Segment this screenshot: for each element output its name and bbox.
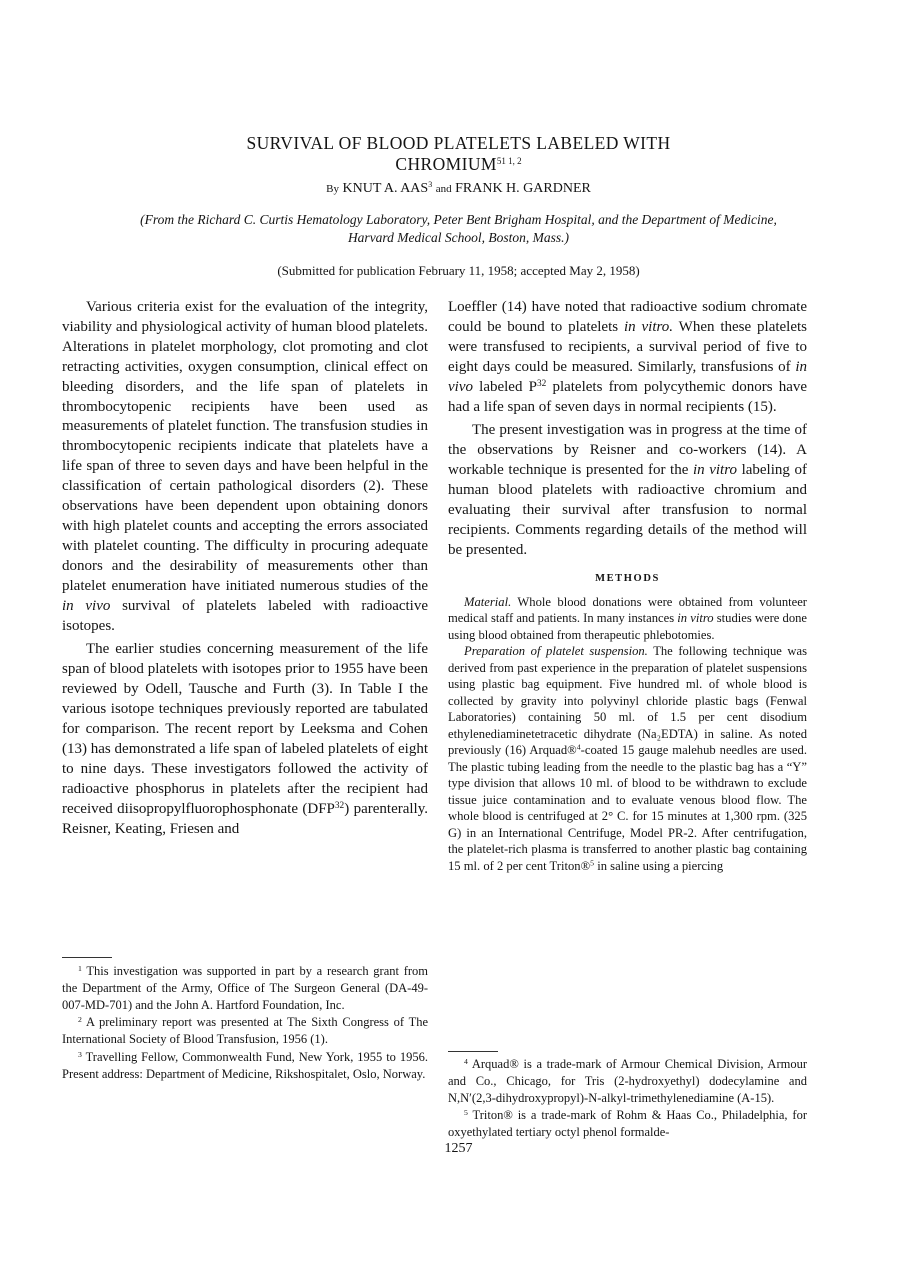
title-line-2 bbox=[150, 154, 767, 175]
left-footnotes bbox=[62, 963, 428, 1084]
right-p1-c: labeled P bbox=[479, 378, 537, 395]
footnote-5-mark: 5 bbox=[464, 1108, 468, 1118]
right-p1-a: Loeffler (14) have noted that radioactive sodium chromate could be bound to platelets bbox=[448, 299, 807, 335]
submission-dates: (Submitted for publication February 11, 1958; accepted May 2, 1958) bbox=[277, 263, 640, 278]
right-p2-a: The present investigation was in progress at the time of the observations by Reisner and co-workers (14). A workable technique is presented for the bbox=[448, 422, 807, 479]
footnote-2 bbox=[62, 1014, 428, 1048]
preparation-label: Preparation of platelet suspension. bbox=[464, 644, 648, 659]
left-paragraph-1 bbox=[62, 298, 428, 636]
right-column bbox=[448, 298, 807, 874]
material-text-b: studies were done using blood obtained from therapeutic phlebotomies. bbox=[448, 611, 808, 642]
right-footnotes bbox=[448, 1056, 807, 1142]
right-p1-d: platelets from polycythemic donors have had a life span of seven days in normal recipients (15). bbox=[448, 378, 808, 415]
affiliation: (From the Richard C. Curtis Hematology Laboratory, Peter Bent Brigham Hospital, and the Department of Medicine, Harvard Medical School, Boston, Mass.) bbox=[140, 212, 777, 245]
footnote-3 bbox=[62, 1049, 428, 1083]
author-1-footnote-mark: 3 bbox=[428, 180, 433, 189]
right-paragraph-2 bbox=[448, 421, 807, 560]
footnote-2-text: A preliminary report was presented at The Sixth Congress of The International Society of Blood Transfusion, 1956 (1). bbox=[62, 1015, 428, 1047]
right-p2-italic: in vitro bbox=[692, 462, 737, 479]
title-superscript: 51 1, 2 bbox=[496, 156, 522, 166]
footnote-5-text: Triton® is a trade-mark of Rohm & Haas Co., Philadelphia, for oxyethylated tertiary octyl phenol formalde- bbox=[448, 1108, 807, 1140]
footnote-4 bbox=[448, 1056, 807, 1106]
footnote-4-mark: 4 bbox=[464, 1056, 468, 1066]
footnote-1-text: This investigation was supported in part by a research grant from the Department of the Army, Office of The Surgeon General (DA-49-007-MD-701) and the John A. Hartford Foundation, Inc. bbox=[62, 964, 429, 1012]
footnote-4-text: Arquad® is a trade-mark of Armour Chemical Division, Armour and Co., Chicago, for Tris (2-hydroxyethyl) dodecylamine and N,N′(2,3-dihydroxypropyl)-N-alkyl-trimethylenediamine (A-15). bbox=[448, 1057, 808, 1105]
left-p2-superscript: 32 bbox=[334, 800, 345, 811]
page-number: 1257 bbox=[444, 1141, 473, 1156]
left-paragraph-2 bbox=[62, 640, 428, 839]
right-footnote-rule bbox=[448, 1051, 498, 1052]
preparation-text-b: -coated 15 gauge malehub needles are used. The plastic tubing leading from the needle to the plastic bag has a “Y” type division that allows 10 ml. of blood to be withdrawn to exclude tissue juice contamination and to evaluate venous blood flow. The whole blood is centrifuged at 2° C. for 15 minutes at 1,300 rpm. (325 G) in an International Centrifuge, Model PR-2. After centrifugation, the platelet-rich plasma is transferred to another plastic bag containing 15 ml. of 2 per cent Triton® bbox=[448, 743, 807, 873]
right-p1-italic-1: in vitro. bbox=[623, 318, 674, 335]
material-italic: in vitro bbox=[677, 611, 714, 626]
methods-heading: METHODS bbox=[595, 572, 660, 584]
and-word: and bbox=[435, 183, 452, 195]
material-text-a: Whole blood donations were obtained from volunteer medical staff and patients. In many instances bbox=[448, 594, 807, 626]
preparation-paragraph bbox=[448, 643, 807, 874]
right-paragraph-1 bbox=[448, 298, 807, 417]
material-paragraph bbox=[448, 594, 807, 644]
preparation-text-c: in saline using a piercing bbox=[597, 858, 724, 873]
title-line-2-text: CHROMIUM bbox=[395, 154, 497, 174]
right-p1-superscript: 32 bbox=[536, 378, 547, 389]
preparation-superscript-2: 5 bbox=[590, 858, 595, 868]
author-2: FRANK H. GARDNER bbox=[455, 181, 591, 196]
footnote-1 bbox=[62, 963, 428, 1013]
right-p2-b: labeling of human blood platelets with radioactive chromium and evaluating their survival after transfusion to normal recipients. Comments regarding details of the method will be presented. bbox=[448, 462, 807, 558]
preparation-text-a: The following technique was derived from past experience in the preparation of platelet suspensions using plastic bag equipment. Five hundred ml. of whole blood is collected by gravity into polyvinyl chloride plastic bags (Fenwal Laboratories) containing 50 ml. of 1.5 per cent disodium ethylenediaminetetracetic dihydrate (Na₂EDTA) in saline. As noted previously (16) Arquad® bbox=[448, 644, 808, 758]
title-line-1: SURVIVAL OF BLOOD PLATELETS LABELED WITH bbox=[246, 133, 671, 153]
left-p1-italic: in vivo bbox=[62, 597, 111, 614]
left-p1-end: survival of platelets labeled with radioactive isotopes. bbox=[62, 597, 429, 634]
footnote-2-mark: 2 bbox=[78, 1015, 82, 1025]
left-column bbox=[62, 298, 428, 843]
right-p1-italic-2: in vivo bbox=[448, 358, 808, 395]
preparation-superscript-1: 4 bbox=[576, 743, 581, 752]
left-p2-text: The earlier studies concerning measurement of the life span of blood platelets with isotopes prior to 1955 have been reviewed by Odell, Tausche and Furth (3). In Table I the various isotope techniques previously reported are tabulated for comparison. The recent report by Leeksma and Cohen (13) has demonstrated a life span of labeled platelets of eight to nine days. These investigators followed the activity of radioactive phosphorus in platelets after the recipient had received diisopropylfluorophosphonate (DFP bbox=[62, 641, 428, 817]
left-p2-end: ) parenterally. Reisner, Keating, Friesen and bbox=[62, 800, 428, 837]
author-1: KNUT A. AAS bbox=[342, 181, 429, 196]
left-p1-text: Various criteria exist for the evaluation of the integrity, viability and physiological activity of human blood platelets. Alterations in platelet morphology, clot promoting and clot retracting activities, oxygen consumption, clinical effect on bleeding disorders, and the life span of platelets in thrombocytopenic recipients have been used as measurements of platelet function. The transfusion studies in thrombocytopenic recipients indicate that platelets have a life span of three to seven days and have been helpful in the classification of certain pathological disorders (2). These observations have been dependent upon obtaining donors with high platelet counts and accepting the errors associated with platelet counting. The difficulty in procuring adequate donors and the desirability of measurements other than platelet enumeration have initiated numerous studies of the bbox=[62, 299, 428, 594]
left-footnote-rule bbox=[62, 957, 112, 958]
right-p1-b: When these platelets were transfused to recipients, a survival period of five to eight days could be measured. Similarly, transfusions of bbox=[448, 318, 808, 375]
author-line bbox=[150, 180, 767, 198]
footnote-3-text: Travelling Fellow, Commonwealth Fund, New York, 1955 to 1956. Present address: Department of Medicine, Rikshospitalet, Oslo, Norway. bbox=[62, 1049, 428, 1081]
article-title bbox=[150, 133, 767, 175]
footnote-1-mark: 1 bbox=[78, 963, 82, 973]
footnote-5 bbox=[448, 1107, 807, 1141]
by-word: By bbox=[326, 183, 339, 195]
footnote-3-mark: 3 bbox=[78, 1049, 82, 1059]
material-label: Material. bbox=[464, 594, 512, 609]
